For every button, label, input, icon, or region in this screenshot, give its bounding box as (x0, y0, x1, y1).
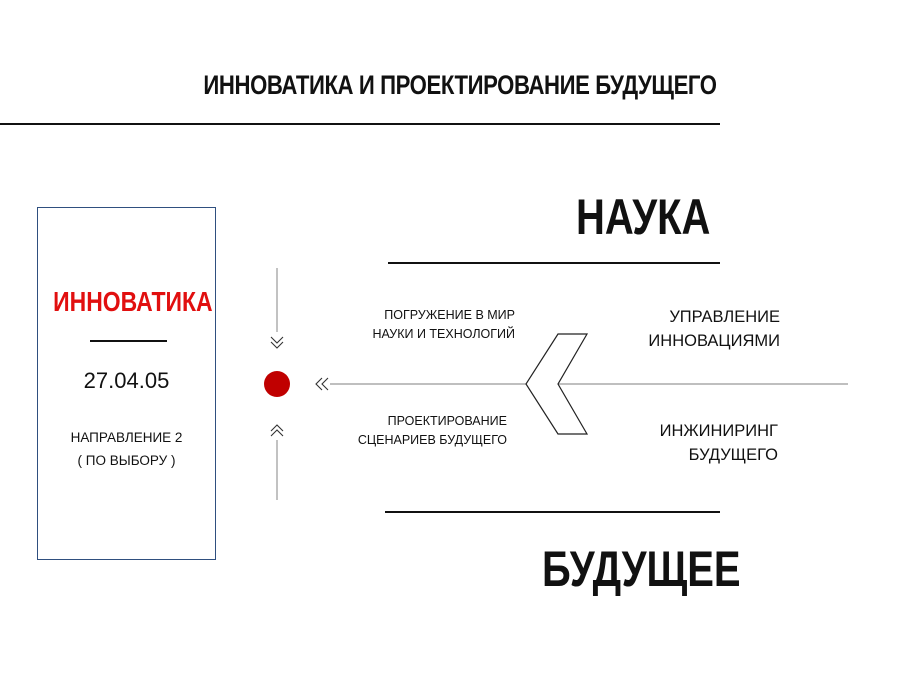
scenario-label (322, 412, 507, 450)
chevron-down-icon (271, 337, 283, 348)
future-overline (385, 511, 720, 513)
science-heading: НАУКА (576, 189, 711, 245)
card-direction-line: НАПРАВЛЕНИЕ 2 (70, 430, 183, 445)
title-underline (0, 123, 720, 125)
page-title: ИННОВАТИКА И ПРОЕКТИРОВАНИЕ БУДУЩЕГО (203, 70, 717, 100)
immersion-line-2: НАУКИ И ТЕХНОЛОГИЙ (372, 327, 515, 341)
innovation-line-1: УПРАВЛЕНИЕ (669, 308, 780, 326)
future-heading: БУДУЩЕЕ (542, 541, 741, 597)
science-underline (388, 262, 720, 264)
card-choice-line: ( ПО ВЫБОРУ ) (77, 453, 176, 468)
scenario-line-2: СЦЕНАРИЕВ БУДУЩЕГО (357, 433, 507, 447)
immersion-line-1: ПОГРУЖЕНИЕ В МИР (384, 308, 515, 322)
scenario-line-1: ПРОЕКТИРОВАНИЕ (387, 414, 507, 428)
card-divider (90, 340, 167, 342)
innovation-line-2: ИННОВАЦИЯМИ (648, 332, 780, 350)
card-title: ИННОВАТИКА (53, 286, 213, 317)
center-dot (264, 371, 290, 397)
engineering-line-1: ИНЖИНИРИНГ (659, 422, 778, 440)
engineering-line-2: БУДУЩЕГО (688, 446, 778, 464)
chevron-up-icon (271, 425, 283, 436)
innovation-management-label (580, 305, 780, 353)
big-chevron-icon (526, 334, 587, 434)
future-engineering-label (580, 419, 778, 467)
immersion-label (330, 306, 515, 344)
card-direction (37, 426, 216, 472)
card-code: 27.04.05 (83, 368, 170, 393)
chevron-left-icon (316, 378, 328, 390)
